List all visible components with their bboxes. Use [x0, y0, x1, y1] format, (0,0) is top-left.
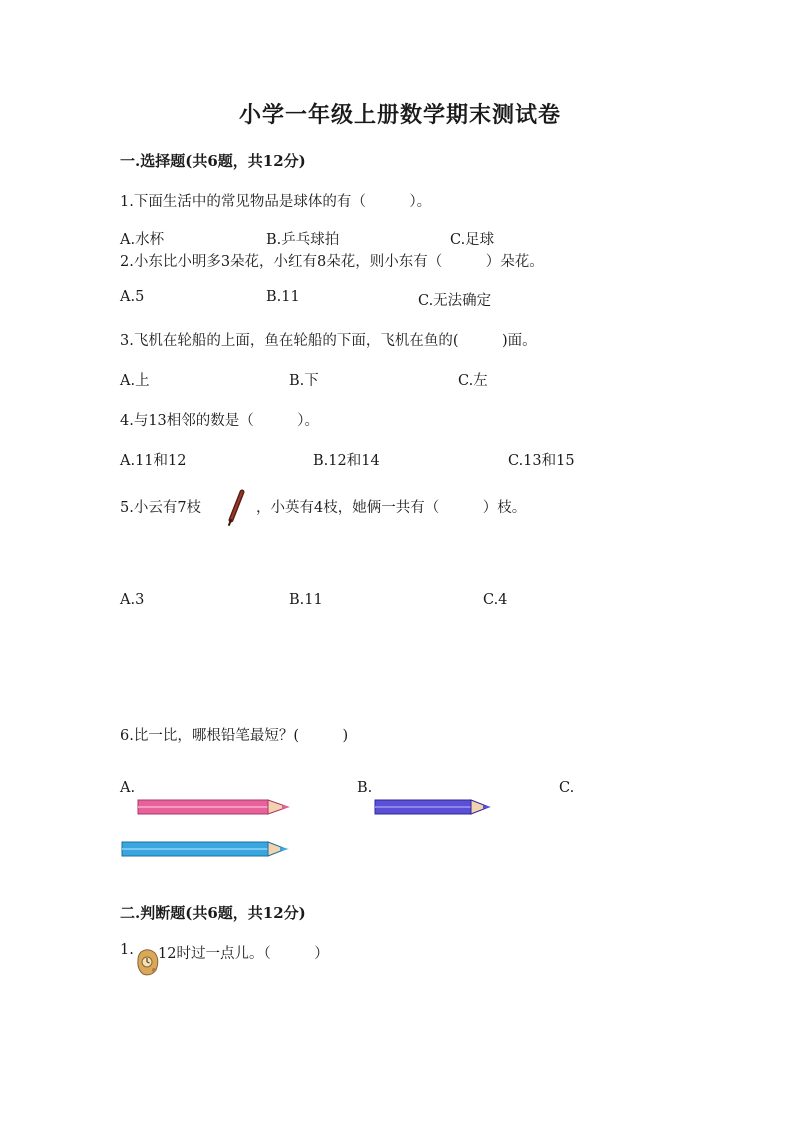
- question-4-option-c: C.13和15: [508, 453, 575, 469]
- pencil-a-image: [138, 799, 292, 815]
- question-6-option-c: C.: [559, 780, 575, 796]
- section-heading-judge: 二.判断题(共6题，共12分): [120, 904, 306, 922]
- question-4-option-a: A.11和12: [120, 453, 187, 469]
- question-1-option-b: B.乒乓球拍: [266, 232, 340, 248]
- question-3-option-c: C.左: [458, 373, 488, 389]
- question-2: 2.小东比小明多3朵花，小红有8朵花，则小东有（ ）朵花。: [120, 254, 544, 270]
- page-title: 小学一年级上册数学期末测试卷: [238, 102, 561, 128]
- question-6-option-a: A.: [120, 780, 136, 796]
- question-1-option-a: A.水杯: [120, 232, 165, 248]
- question-6: 6.比一比，哪根铅笔最短？( ): [120, 728, 349, 744]
- judge-question-1-number: 1.: [120, 942, 134, 958]
- judge-question-1: 12时过一点儿。（ ）: [158, 946, 329, 962]
- question-1: 1.下面生活中的常见物品是球体的有（ ）。: [120, 194, 432, 210]
- question-2-option-b: B.11: [266, 289, 300, 305]
- question-3: 3.飞机在轮船的上面，鱼在轮船的下面，飞机在鱼的( )面。: [120, 333, 537, 349]
- question-1-option-c: C.足球: [450, 232, 495, 248]
- question-2-option-c: C.无法确定: [418, 293, 492, 309]
- question-5-part-2: ，小英有4枝，她俩一共有（ ）枝。: [256, 500, 527, 516]
- section-heading-choice: 一.选择题(共6题，共12分): [120, 152, 306, 170]
- question-4: 4.与13相邻的数是（ ）。: [120, 413, 320, 429]
- question-2-option-a: A.5: [120, 289, 145, 305]
- question-5-option-c: C.4: [483, 592, 508, 608]
- pencil-b-image: [375, 799, 493, 815]
- pencil-icon: [226, 490, 246, 526]
- question-3-option-b: B.下: [289, 373, 319, 389]
- question-6-option-b: B.: [357, 780, 373, 796]
- question-5-option-a: A.3: [120, 592, 145, 608]
- question-3-option-a: A.上: [120, 373, 150, 389]
- question-5-part-1: 5.小云有7枝: [120, 500, 202, 516]
- question-5-option-b: B.11: [289, 592, 323, 608]
- pencil-c-image: [122, 841, 292, 857]
- question-4-option-b: B.12和14: [313, 453, 380, 469]
